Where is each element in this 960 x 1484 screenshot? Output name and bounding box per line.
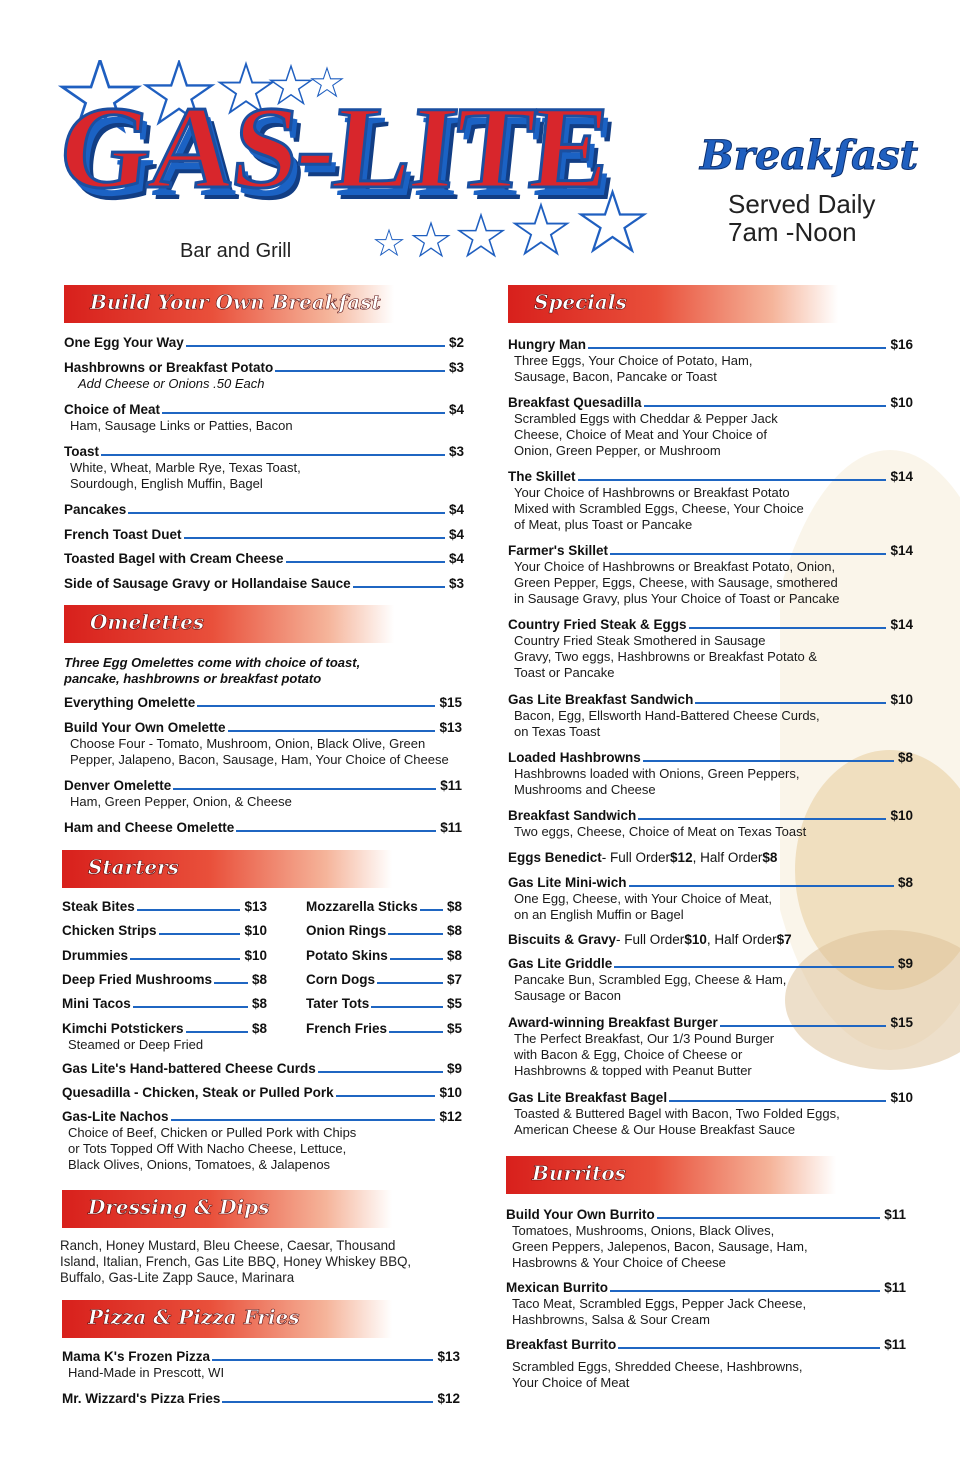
item-name: Mama K's Frozen Pizza (62, 1349, 210, 1364)
item-description: Toast or Pancake (514, 665, 615, 680)
item-description: Choose Four - Tomato, Mushroom, Onion, Black Olive, Green (70, 736, 426, 751)
item-name: Everything Omelette (64, 695, 196, 710)
item-description: Pancake Bun, Scrambled Egg, Cheese & Ham, (514, 972, 787, 987)
section-banner-omelettes (64, 605, 394, 643)
item-price: $4 (448, 551, 464, 566)
item-price: $16 (890, 337, 913, 352)
menu-item (62, 922, 267, 939)
item-price: $10 (890, 808, 913, 823)
item-name: Steak Bites (62, 899, 135, 914)
item-name: Gas-Lite Nachos (62, 1109, 169, 1124)
item-description: Bacon, Egg, Ellsworth Hand-Battered Cheese Curds, (514, 708, 820, 723)
item-price: $14 (890, 543, 913, 558)
menu-item (508, 1014, 913, 1079)
item-price: $4 (448, 402, 464, 417)
served-line: Served Daily (728, 189, 876, 219)
item-description: with Bacon & Egg, Choice of Cheese or (514, 1047, 743, 1062)
logo-text: GAS-LITE (53, 82, 615, 213)
item-description: or Tots Topped Off With Nacho Cheese, Lettuce, (68, 1141, 347, 1156)
section-heading: Pizza & Pizza Fries (88, 1305, 300, 1329)
item-name: Hungry Man (508, 337, 587, 352)
item-note: Add Cheese or Onions .50 Each (78, 376, 265, 391)
section-banner-starters (62, 850, 392, 888)
item-name: Country Fried Steak & Eggs (508, 617, 687, 632)
item-description: Choice of Beef, Chicken or Pulled Pork with Chips (68, 1125, 357, 1140)
item-description: Sausage, Bacon, Pancake or Toast (514, 369, 717, 384)
section-banner-specials (508, 285, 838, 323)
item-name: Award-winning Breakfast Burger (508, 1015, 718, 1030)
item-description: Onion, Green Pepper, or Mushroom (514, 443, 721, 458)
menu-item (64, 694, 462, 711)
dips-line: Buffalo, Gas-Lite Zapp Sauce, Marinara (60, 1269, 295, 1285)
item-name: Drummies (62, 948, 129, 963)
menu-item (508, 931, 913, 948)
item-name: Kimchi Potstickers (62, 1021, 184, 1036)
item-description: Your Choice of Hashbrowns or Breakfast Potato (514, 485, 790, 500)
menu-item (62, 1020, 267, 1053)
item-name: Gas Lite Breakfast Bagel (508, 1090, 668, 1105)
item-name: Loaded Hashbrowns (508, 750, 641, 765)
menu-item (62, 898, 267, 915)
item-price: $11 (884, 1337, 906, 1352)
item-name: Onion Rings (306, 923, 387, 938)
item-description: The Perfect Breakfast, Our 1/3 Pound Burger (514, 1031, 775, 1046)
menu-item (508, 1089, 913, 1138)
section-heading: Build Your Own Breakfast (90, 290, 381, 314)
menu-item (64, 819, 462, 836)
menu-item (62, 1108, 462, 1173)
item-description: Ham, Green Pepper, Onion, & Cheese (70, 794, 292, 809)
item-description: Mixed with Scrambled Eggs, Cheese, Your Choice (514, 501, 804, 516)
menu-item (508, 874, 913, 923)
item-price: $10 (890, 395, 913, 410)
item-price: $5 (446, 996, 462, 1011)
item-description: Three Eggs, Your Choice of Potato, Ham, (514, 353, 753, 368)
item-name: Breakfast Sandwich (508, 808, 637, 823)
item-description: in Sausage Gravy, plus Your Choice of Toast or Pancake (514, 591, 840, 606)
item-price-label: , Half Order (692, 850, 763, 865)
item-name: Denver Omelette (64, 778, 172, 793)
item-name: Deep Fried Mushrooms (62, 972, 213, 987)
item-price: $5 (446, 1021, 462, 1036)
item-price: $15 (439, 695, 462, 710)
section-banner-dressing-dips (62, 1190, 392, 1228)
item-description: Mushrooms and Cheese (514, 782, 656, 797)
item-description: Hashbrowns loaded with Onions, Green Peppers, (514, 766, 800, 781)
tagline: Bar and Grill (180, 240, 292, 262)
item-name: Build Your Own Burrito (506, 1207, 655, 1222)
item-description: American Cheese & Our House Breakfast Sauce (514, 1122, 796, 1137)
menu-item (508, 807, 913, 840)
item-price: $13 (437, 1349, 460, 1364)
item-name: Toast (64, 444, 100, 459)
item-description: Steamed or Deep Fried (68, 1037, 204, 1052)
item-price: $10 (244, 923, 267, 938)
item-description: Green Peppers, Jalepenos, Bacon, Sausage, Ham, (512, 1239, 808, 1254)
menu-item (508, 542, 913, 607)
item-price: $10 (439, 1085, 462, 1100)
item-price: $9 (897, 956, 913, 971)
menu-item (306, 971, 462, 988)
item-name: Tater Tots (306, 996, 370, 1011)
item-price: $11 (884, 1280, 906, 1295)
item-name: Gas Lite's Hand-battered Cheese Curds (62, 1061, 316, 1076)
item-name: Corn Dogs (306, 972, 375, 987)
item-description: Hasbrowns & Your Choice of Cheese (512, 1255, 726, 1270)
item-name: Toasted Bagel with Cream Cheese (64, 551, 284, 566)
item-price-label: - Full Order (616, 932, 685, 947)
item-price: $11 (440, 820, 462, 835)
menu-item (508, 616, 913, 681)
item-description: on an English Muffin or Bagel (514, 907, 684, 922)
menu-item (506, 1206, 906, 1271)
item-name: Mr. Wizzard's Pizza Fries (62, 1391, 221, 1406)
item-price: $10 (244, 948, 267, 963)
item-name: Gas Lite Griddle (508, 956, 613, 971)
item-description: Your Choice of Meat (512, 1375, 630, 1390)
item-name: Mini Tacos (62, 996, 131, 1011)
menu-item (64, 443, 464, 492)
item-name: Chicken Strips (62, 923, 157, 938)
item-price: $8 (762, 850, 778, 865)
menu-item (508, 394, 913, 459)
item-price: $10 (684, 932, 707, 947)
item-price: $3 (448, 360, 464, 375)
menu-item (508, 849, 913, 866)
item-price: $14 (890, 469, 913, 484)
item-price: $12 (437, 1391, 460, 1406)
item-price: $13 (439, 720, 462, 735)
item-description: Ham, Sausage Links or Patties, Bacon (70, 418, 293, 433)
menu-item (64, 401, 464, 434)
item-description: White, Wheat, Marble Rye, Texas Toast, (70, 460, 301, 475)
item-price: $3 (448, 444, 464, 459)
item-description: Two eggs, Cheese, Choice of Meat on Texas Toast (514, 824, 807, 839)
item-name: Gas Lite Breakfast Sandwich (508, 692, 694, 707)
item-description: on Texas Toast (514, 724, 601, 739)
item-price: $8 (251, 996, 267, 1011)
item-description: of Meat, plus Toast or Pancake (514, 517, 693, 532)
menu-item (62, 1348, 460, 1381)
item-description: Pepper, Jalapeno, Bacon, Sausage, Ham, Your Choice of Cheese (70, 752, 449, 767)
item-description: Gravy, Two eggs, Hashbrowns or Breakfast Potato & (514, 649, 817, 664)
menu-item (62, 1390, 460, 1407)
item-price: $15 (890, 1015, 913, 1030)
item-name: Potato Skins (306, 948, 388, 963)
star-icon (459, 215, 503, 256)
page-title: Breakfast (700, 132, 919, 179)
item-description: Hashbrowns & topped with Peanut Butter (514, 1063, 752, 1078)
item-description: Black Olives, Onions, Tomatoes, & Jalapenos (68, 1157, 331, 1172)
item-name: Choice of Meat (64, 402, 161, 417)
section-banner-build-your-own (64, 285, 394, 323)
item-description: Your Choice of Hashbrowns or Breakfast Potato, Onion, (514, 559, 836, 574)
item-name: Pancakes (64, 502, 127, 517)
item-name: Breakfast Burrito (506, 1337, 617, 1352)
item-name: One Egg Your Way (64, 335, 184, 350)
dips-list (60, 1237, 478, 1285)
item-price: $14 (890, 617, 913, 632)
item-description: Cheese, Choice of Meat and Your Choice of (514, 427, 767, 442)
item-price: $7 (446, 972, 462, 987)
menu-item (508, 749, 913, 798)
menu-item (506, 1336, 906, 1391)
item-name: Quesadilla - Chicken, Steak or Pulled Pork (62, 1085, 334, 1100)
item-name: Mexican Burrito (506, 1280, 609, 1295)
item-price: $2 (448, 335, 464, 350)
item-price: $4 (448, 527, 464, 542)
menu-item (64, 719, 462, 768)
star-icon (376, 230, 403, 255)
section-heading: Omelettes (90, 610, 205, 634)
item-price: $11 (440, 778, 462, 793)
menu-item (64, 526, 464, 543)
item-price: $8 (251, 972, 267, 987)
item-price-label: - Full Order (601, 850, 671, 865)
item-price: $4 (448, 502, 464, 517)
item-description: Taco Meat, Scrambled Eggs, Pepper Jack Cheese, (512, 1296, 807, 1311)
item-name: Ham and Cheese Omelette (64, 820, 235, 835)
item-name: Hashbrowns or Breakfast Potato (64, 360, 274, 375)
item-description: Sausage or Bacon (514, 988, 621, 1003)
item-price: $3 (448, 576, 464, 591)
section-banner-burritos (506, 1156, 836, 1194)
menu-item (508, 336, 913, 385)
served-line: 7am -Noon (728, 217, 857, 247)
menu-item (508, 468, 913, 533)
section-heading: Burritos (532, 1161, 626, 1185)
item-description: Scrambled Eggs with Cheddar & Pepper Jack (514, 411, 778, 426)
dips-line: Island, Italian, French, Gas Lite BBQ, Honey Whiskey BBQ, (60, 1253, 412, 1269)
section-heading: Dressing & Dips (88, 1195, 270, 1219)
served-hours (728, 190, 875, 246)
menu-item (506, 1279, 906, 1328)
item-price: $12 (439, 1109, 462, 1124)
menu-item (306, 898, 462, 915)
menu-item (62, 947, 267, 964)
item-name: Mozzarella Sticks (306, 899, 418, 914)
menu-item (306, 947, 462, 964)
item-name: Eggs Benedict (508, 850, 602, 865)
menu-item (306, 1020, 462, 1037)
item-description: Scrambled Eggs, Shredded Cheese, Hashbrowns, (512, 1359, 803, 1374)
item-price: $11 (884, 1207, 906, 1222)
item-name: The Skillet (508, 469, 576, 484)
item-name: Gas Lite Mini-wich (508, 875, 627, 890)
omelettes-intro (64, 655, 360, 687)
menu-item (62, 1060, 462, 1077)
item-name: Farmer's Skillet (508, 543, 609, 558)
menu-item (64, 575, 464, 592)
item-price: $8 (897, 875, 913, 890)
item-price: $13 (244, 899, 267, 914)
item-price: $8 (446, 948, 462, 963)
menu-item (508, 691, 913, 740)
item-price: $9 (446, 1061, 462, 1076)
menu-item (62, 971, 267, 988)
intro-line: Three Egg Omelettes come with choice of toast, (64, 655, 361, 670)
item-description: One Egg, Cheese, with Your Choice of Meat, (514, 891, 772, 906)
item-price: $12 (670, 850, 693, 865)
menu-item (64, 501, 464, 518)
item-description: Toasted & Buttered Bagel with Bacon, Two Folded Eggs, (514, 1106, 840, 1121)
item-price: $10 (890, 1090, 913, 1105)
item-name: Breakfast Quesadilla (508, 395, 642, 410)
star-icon (413, 223, 448, 256)
item-name: Build Your Own Omelette (64, 720, 226, 735)
dips-line: Ranch, Honey Mustard, Bleu Cheese, Caesar, Thousand (60, 1237, 396, 1253)
item-price: $8 (251, 1021, 267, 1036)
item-price: $10 (890, 692, 913, 707)
menu-item (64, 550, 464, 567)
menu-item (508, 955, 913, 1004)
menu-item (64, 777, 462, 810)
item-description: Sourdough, English Muffin, Bagel (70, 476, 263, 491)
section-heading: Starters (88, 855, 179, 879)
menu-item (306, 995, 462, 1012)
menu-item (62, 995, 267, 1012)
section-banner-pizza (62, 1300, 392, 1338)
item-description: Country Fried Steak Smothered in Sausage (514, 633, 766, 648)
item-description: Green Pepper, Eggs, Cheese, with Sausage, smothered (514, 575, 838, 590)
item-price: $8 (897, 750, 913, 765)
item-price-label: , Half Order (706, 932, 777, 947)
item-name: French Toast Duet (64, 527, 182, 542)
item-price: $8 (446, 923, 462, 938)
item-description: Hashbrowns, Salsa & Sour Cream (512, 1312, 710, 1327)
section-heading: Specials (534, 290, 627, 314)
item-description: Tomatoes, Mushrooms, Onions, Black Olives, (512, 1223, 775, 1238)
item-name: Side of Sausage Gravy or Hollandaise Sauce (64, 576, 351, 591)
menu-item (64, 334, 464, 351)
menu-item (306, 922, 462, 939)
item-name: French Fries (306, 1021, 388, 1036)
item-name: Biscuits & Gravy (508, 932, 617, 947)
menu-item (64, 359, 464, 392)
intro-line: pancake, hashbrowns or breakfast potato (64, 671, 322, 686)
item-price: $7 (776, 932, 792, 947)
item-description: Hand-Made in Prescott, WI (68, 1365, 225, 1380)
menu-item (62, 1084, 462, 1101)
item-price: $8 (446, 899, 462, 914)
